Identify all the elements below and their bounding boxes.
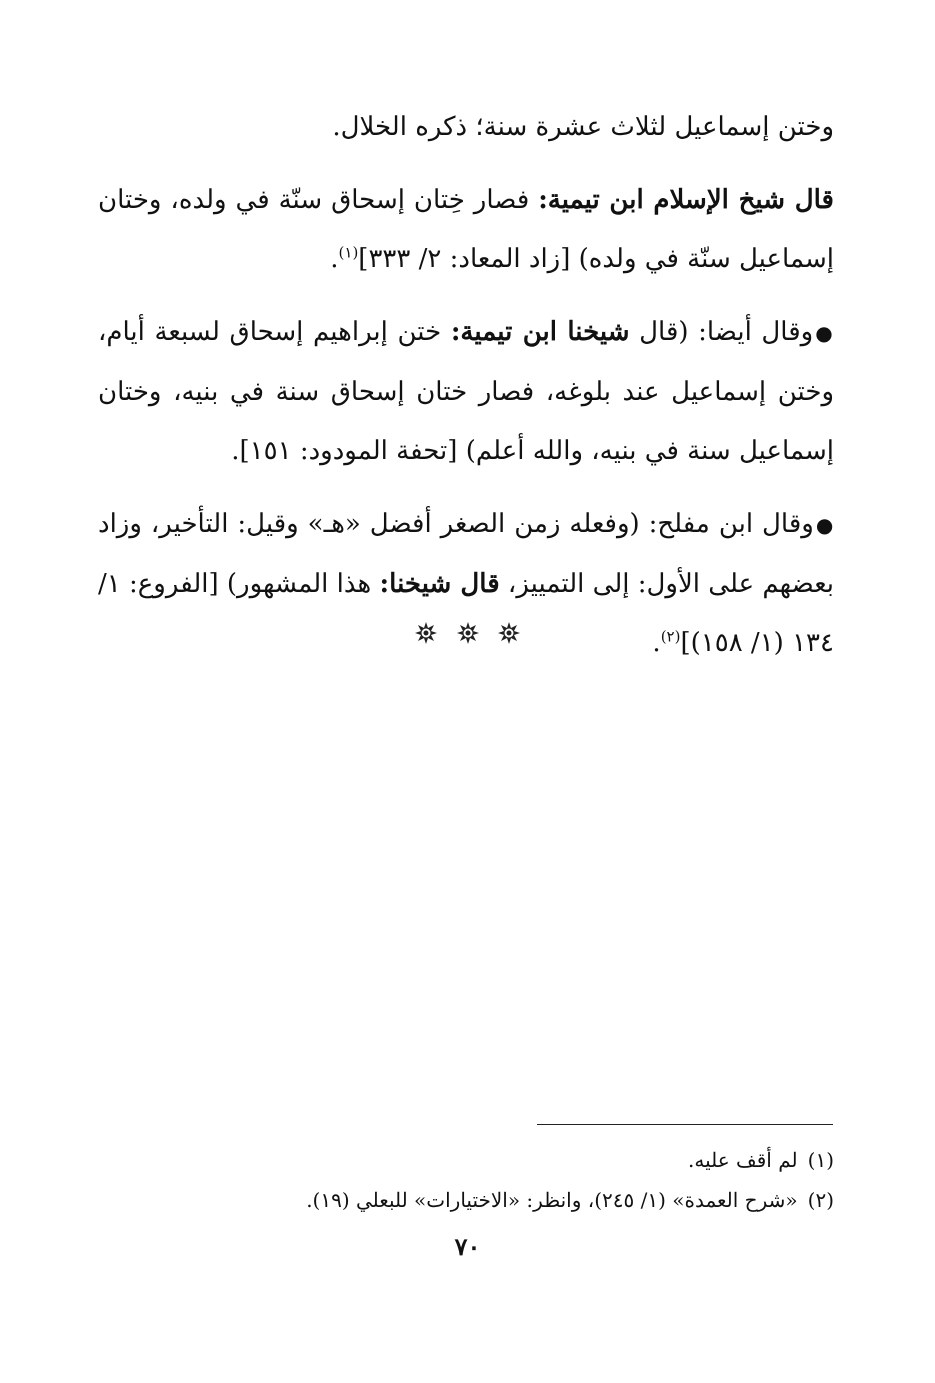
footnote-text: لم أقف عليه. [688, 1148, 798, 1172]
footnotes [98, 1140, 834, 1220]
quoted-author: شيخنا ابن تيمية: [450, 317, 630, 347]
page-number: ٧٠ [454, 1232, 481, 1261]
paragraph-text: فصار خِتان إسحاق سنّة في ولده، وختان [98, 185, 539, 215]
paragraph-text: وختن إسماعيل عند بلوغه، فصار ختان إسحاق سنة في بنيه، وختان [98, 377, 834, 407]
footnote-number: (١) [807, 1148, 834, 1172]
footnote-text: «شرح العمدة» (١/ ٢٤٥)، وانظر: «الاختيارات» للبعلي (١٩). [306, 1188, 798, 1212]
ornament-icon [415, 622, 437, 644]
paragraph-text: بعضهم على الأول: إلى التمييز، [499, 569, 834, 599]
quoted-author: قال شيخنا: [379, 569, 500, 599]
paragraph-text: وقال أيضا: (قال [629, 317, 814, 347]
footnote-divider [537, 1124, 833, 1125]
sentence-end: . [330, 244, 339, 274]
ornament-icon [498, 622, 520, 644]
paragraph-text: هذا المشهور) [الفروع: ١/ ١٣٤ [98, 569, 834, 658]
paragraph-text: ختن إبراهيم إسحاق لسبعة أيام، [98, 317, 451, 347]
paragraph-4 [98, 495, 834, 673]
sentence-end: . [652, 628, 661, 658]
paragraph-text: وقال ابن مفلح: (وفعله زمن الصغر أفضل «هـ» وقيل: التأخير، وزاد [98, 509, 814, 539]
paragraph-text: إسماعيل سنة في بنيه، والله أعلم) [تحفة المودود: ١٥١]. [231, 436, 834, 466]
bullet-icon: ● [815, 321, 835, 345]
quoted-author: قال شيخ الإسلام ابن تيمية: [538, 185, 834, 215]
footnote-ref-1[interactable]: (١) [338, 243, 359, 262]
section-divider [0, 622, 935, 644]
paragraph-text: (١/ ١٥٨)] [680, 628, 784, 658]
footnote-1 [98, 1140, 834, 1180]
footnote-ref-2[interactable]: (٢) [660, 627, 681, 646]
bullet-icon: ● [815, 513, 834, 537]
footnote-number: (٢) [807, 1188, 834, 1212]
paragraph-2 [98, 171, 834, 289]
paragraph-line: وختن إسماعيل لثلاث عشرة سنة؛ ذكره الخلال. [332, 112, 834, 142]
footnote-2 [98, 1180, 834, 1220]
main-text [98, 98, 834, 687]
paragraph-3 [98, 303, 834, 481]
ornament-icon [457, 622, 479, 644]
paragraph-1 [98, 98, 834, 157]
paragraph-text: إسماعيل سنّة في ولده) [زاد المعاد: ٢/ ٣٣٣] [358, 244, 834, 274]
